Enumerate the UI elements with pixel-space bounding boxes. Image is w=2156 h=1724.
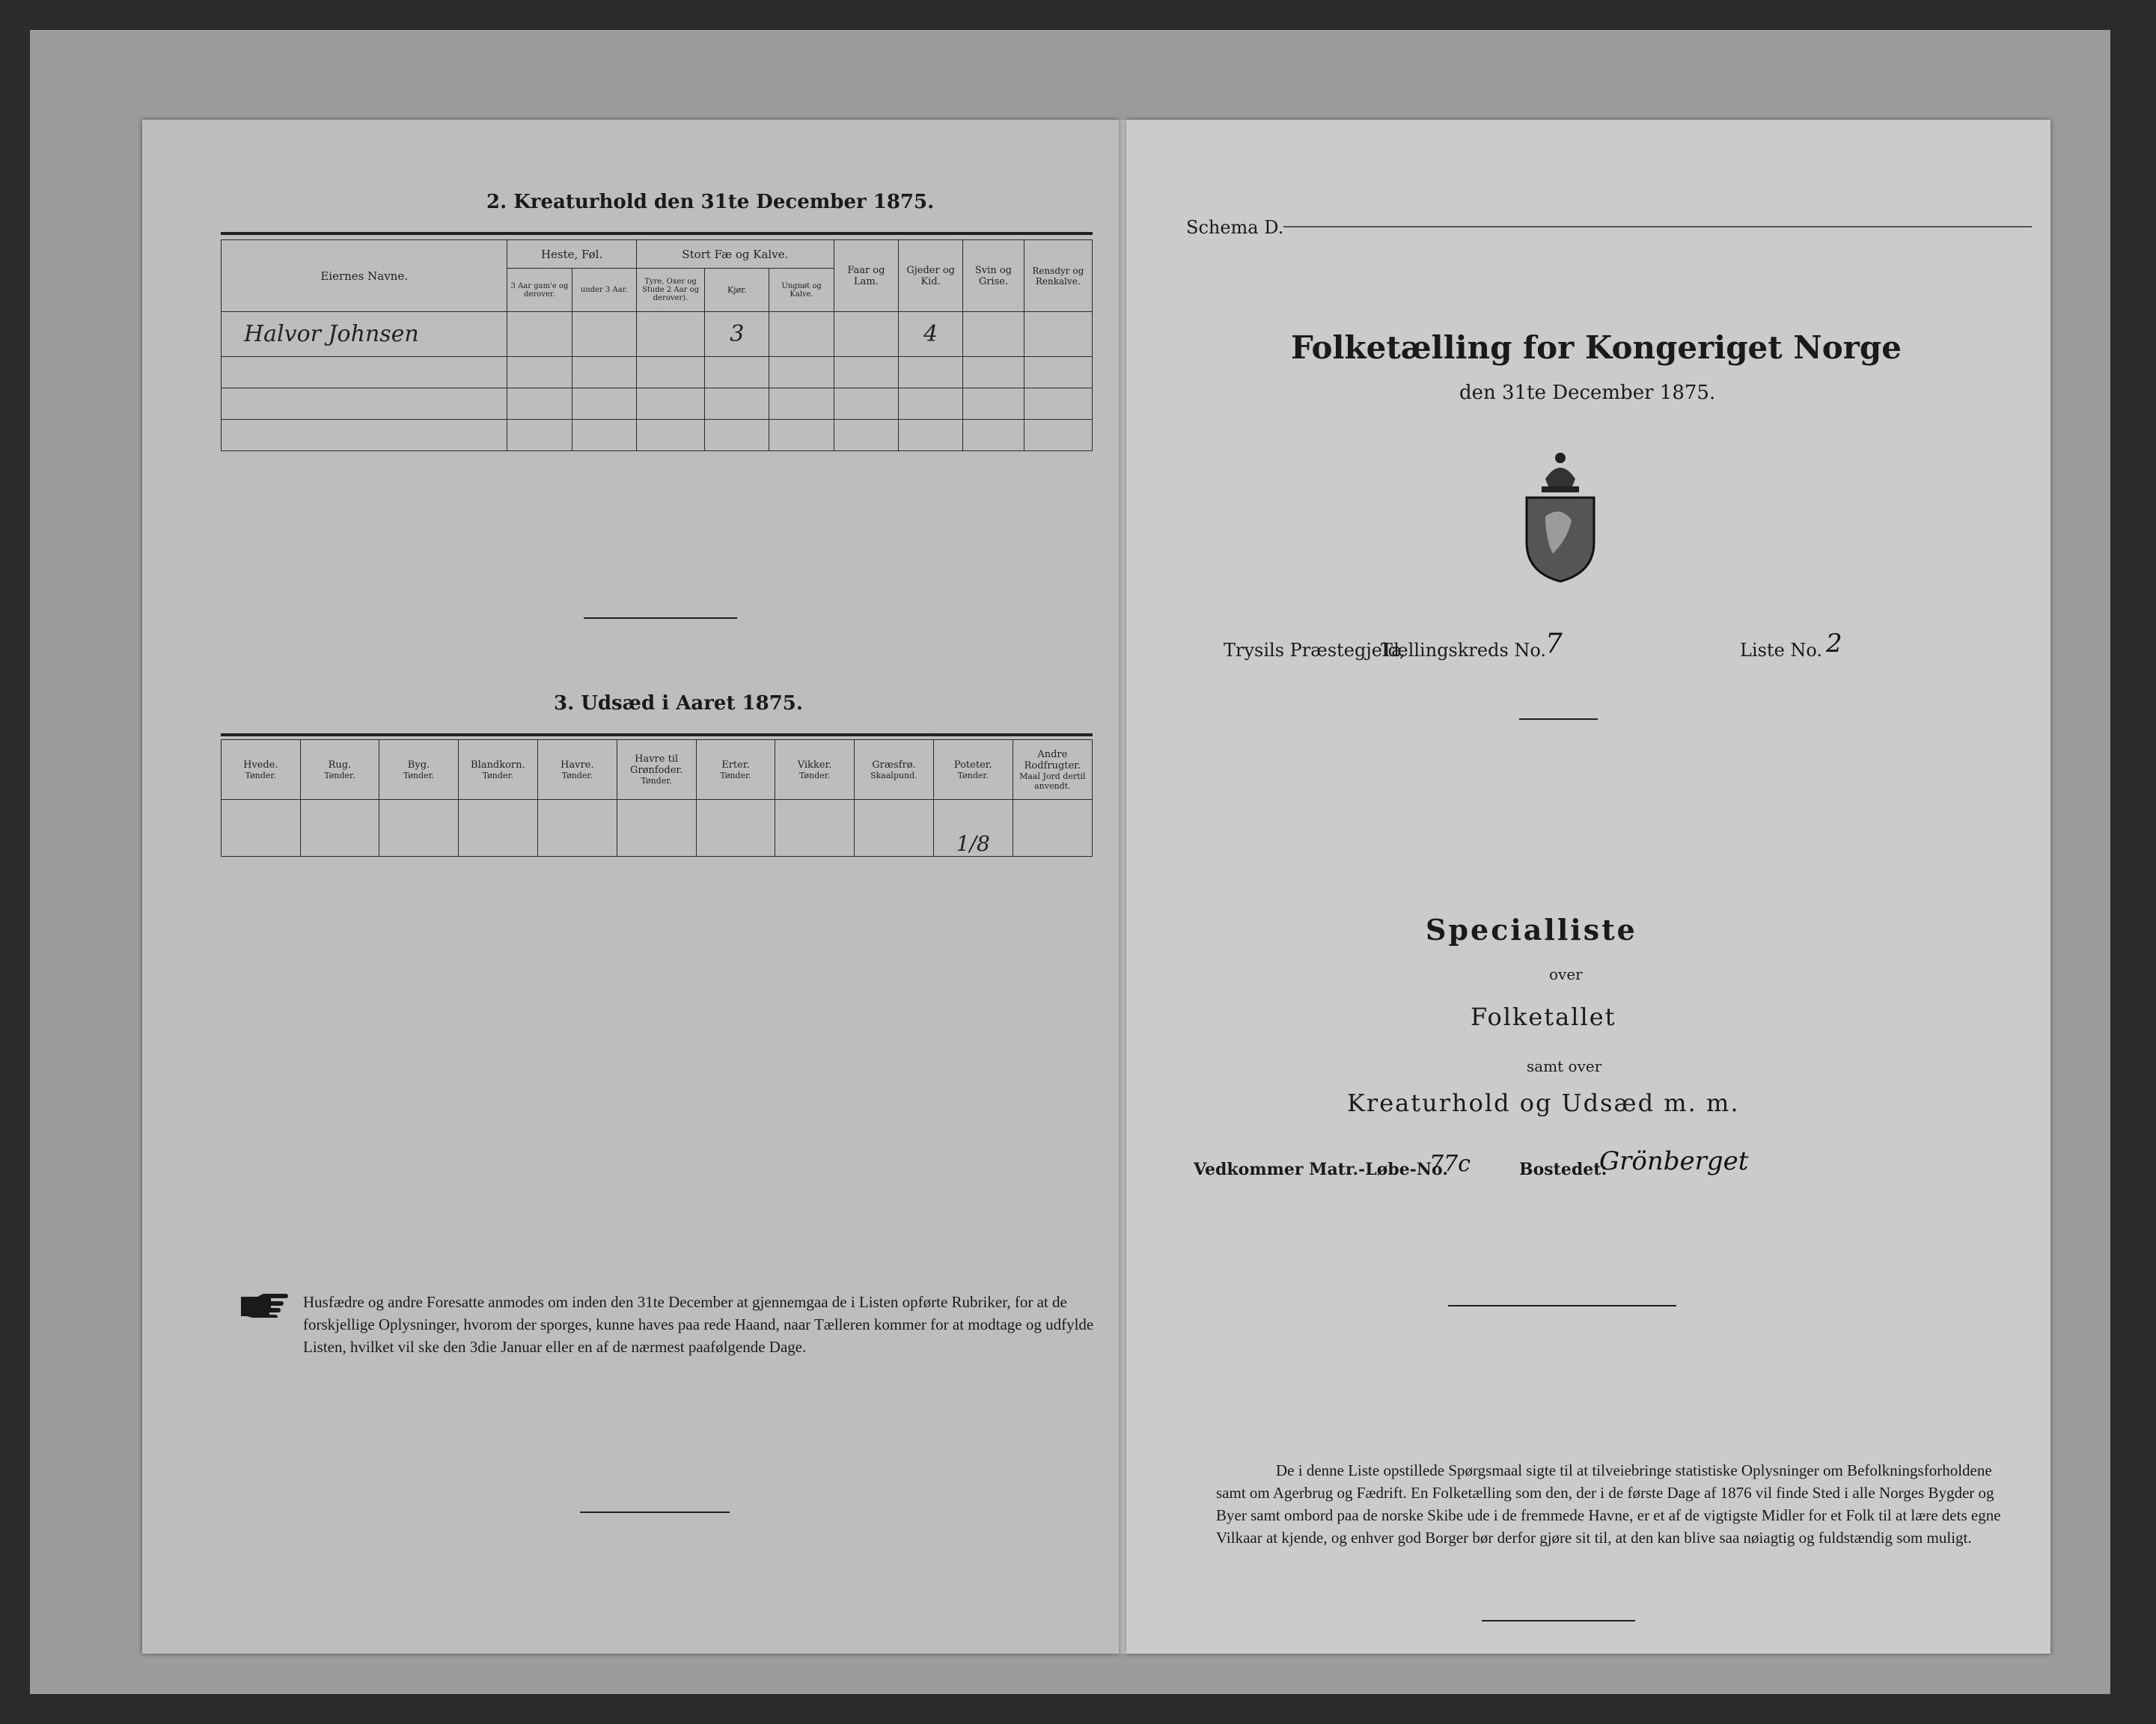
seed-col-header [379,740,459,800]
table3-top-rule [221,733,1093,736]
seed-col-unit: Tønder. [720,770,751,780]
seed-col-header [222,740,301,800]
seed-cell [1013,800,1092,857]
seed-col-name: Hvede. [243,759,278,771]
seed-col-header [1013,740,1092,800]
district-label: Tællingskreds No. [1381,640,1547,661]
seed-cell [458,800,537,857]
seed-col-name: Havre. [561,759,594,771]
seed-col-name: Poteter. [953,759,992,771]
specialliste-heading: Specialliste [1426,913,1637,947]
seed-col-header [933,740,1013,800]
seed-col-name: Erter. [721,759,750,771]
table-row [222,388,1093,420]
seed-col-name: Vikker. [797,759,832,771]
bosted-label: Bostedet: [1519,1160,1607,1179]
district-no: 7 [1545,629,1563,659]
seed-col-name: Græsfrø. [872,759,916,771]
table-row [222,420,1093,451]
rule-1 [1519,718,1598,720]
seed-cell [222,800,301,857]
seed-col-unit: Tønder. [641,776,672,786]
col-heste-a: 3 Aar gam'e og derover. [507,269,572,312]
col-gjeder: Gjeder og Kid. [899,240,963,312]
kreaturhold-heading: Kreaturhold og Udsæd m. m. [1347,1089,1740,1117]
poteter-value: 1/8 [933,800,1013,857]
section3-title: 3. Udsæd i Aaret 1875. [554,692,803,715]
col-svin: Svin og Grise. [963,240,1024,312]
livestock-table [221,239,1093,451]
seed-cell [854,800,933,857]
footer-note: De i denne Liste opstillede Spørgsmaal sigte til at tilveiebringe statistiske Oplysninger om Befolkningsforholdene samt om Agerbrug og Fædrift. En Folketælling som den, der i de første Dage af 1876 vil finde Sted i alle Norges Bygder og Byer samt ombord paa de norske Skibe ude i de fremmede Havne, er et af de vigtigste Midler for et Folk til at lære dets egne Vilkaar at kjende, og enhver god Borger bør derfor gjøre sit til, at den kan blive saa nøiagtig og fuldstændig som muligt. [1216,1461,2001,1547]
seed-col-unit: Tønder. [245,770,276,780]
schema-rule [1283,226,2032,227]
pointing-hand-icon [239,1291,292,1318]
short-rule [584,617,737,619]
seed-col-header [854,740,933,800]
seed-col-unit: Tønder. [482,770,513,780]
seed-col-unit: Tønder. [324,770,355,780]
seed-col-name: Andre Rodfrugter. [1024,748,1081,771]
col-heste-b: under 3 Aar. [572,269,636,312]
seed-col-unit: Skaalpund. [870,770,917,780]
gjeder-value: 4 [899,312,963,357]
seed-cell [696,800,775,857]
right-page [1126,120,2050,1654]
seed-col-name: Havre til Grønfoder. [629,754,683,776]
col-stort-c: Ungnøt og Kalve. [769,269,834,312]
seed-col-unit: Maal Jord dertil anvendt. [1019,771,1086,791]
bottom-rule [580,1511,730,1513]
table-row [222,357,1093,388]
notice-text: Husfædre og andre Foresatte anmodes om inden den 31te December at gjennemgaa de i Listen opførte Rubriker, for at de forskjellige Oplysninger, hvorom der sporges, kunne haves paa rede Haand, naar Tælleren kommer for at modtage og udfylde Listen, hvilket vil ske den 3die Januar eller en af de nærmest paafølgende Dage. [303,1293,1094,1356]
left-page [142,120,1119,1654]
seed-col-unit: Tønder. [561,770,593,780]
folketallet-heading: Folketallet [1471,1003,1616,1031]
seed-col-name: Byg. [407,759,430,771]
samt-over-label: samt over [1527,1057,1602,1075]
kjor-value: 3 [705,312,769,357]
main-title: Folketælling for Kongeriget Norge [1291,329,1902,366]
parish-label: Trysils Præstegjeld, [1224,640,1405,661]
main-date: den 31te December 1875. [1459,382,1716,404]
liste-label: Liste No. [1740,640,1823,661]
over-label: over [1549,965,1583,983]
schema-label: Schema D. [1186,217,1284,238]
bosted-value: Grönberget [1599,1146,1749,1176]
seed-col-name: Blandkorn. [471,759,525,771]
seed-table [221,739,1093,857]
seed-cell [379,800,459,857]
owner-name: Halvor Johnsen [222,312,507,357]
seed-col-header [696,740,775,800]
matr-label: Vedkommer Matr.-Løbe-No. [1194,1160,1448,1179]
seed-col-header [300,740,379,800]
coat-of-arms-icon [1519,449,1601,584]
table-top-rule [221,232,1093,235]
seed-col-header [458,740,537,800]
table-row [222,312,1093,357]
col-stort-b: Kjør. [705,269,769,312]
seed-col-header [537,740,617,800]
seed-col-unit: Tønder. [957,770,989,780]
rule-3 [1482,1620,1635,1621]
col-rensdyr: Rensdyr og Renkalve. [1024,240,1092,312]
seed-cell [300,800,379,857]
seed-col-unit: Tønder. [798,770,831,780]
seed-col-name: Rug. [328,759,352,771]
col-faar: Faar og Lam. [834,240,898,312]
section2-title: 2. Kreaturhold den 31te December 1875. [486,191,935,213]
liste-no: 2 [1826,629,1842,658]
seed-cell [775,800,855,857]
col-stort: Stort Fæ og Kalve. [636,240,834,269]
col-stort-a: Tyre, Oxer og Stude 2 Aar og derover). [636,269,704,312]
col-heste: Heste, Føl. [507,240,637,269]
seed-col-unit: Tønder. [403,770,435,780]
rule-2 [1448,1305,1676,1306]
seed-col-header [617,740,696,800]
seed-cell [617,800,696,857]
col-owner: Eiernes Navne. [222,240,507,312]
seed-cell [537,800,617,857]
seed-col-header [775,740,855,800]
matr-no: 77c [1429,1151,1471,1177]
